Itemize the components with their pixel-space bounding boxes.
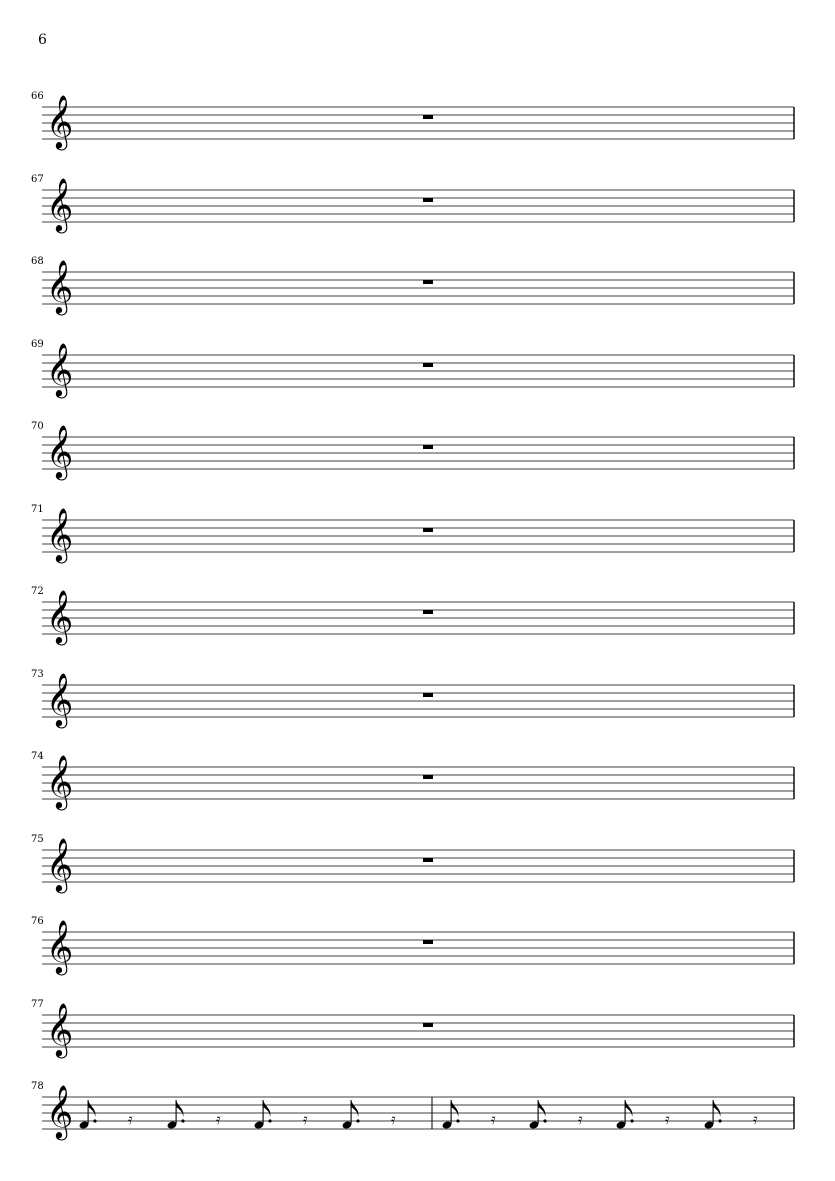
treble-clef-icon: 𝄞 xyxy=(46,1084,74,1138)
sixteenth-rest-icon: 𝄿 xyxy=(216,1110,221,1128)
dotted-eighth-note xyxy=(79,1100,97,1130)
sixteenth-rest-icon: 𝄿 xyxy=(665,1110,670,1128)
measure-number: 78 xyxy=(31,1081,44,1092)
whole-rest-icon xyxy=(423,445,433,449)
treble-clef-icon: 𝄞 xyxy=(46,672,74,726)
staff-system xyxy=(31,669,794,728)
staff-system xyxy=(31,1081,794,1140)
whole-rest-icon xyxy=(423,940,433,944)
treble-clef-icon: 𝄞 xyxy=(46,1002,74,1056)
flag xyxy=(88,1100,95,1117)
whole-rest-icon xyxy=(423,610,433,614)
dotted-eighth-note xyxy=(704,1100,722,1130)
staff-system xyxy=(31,999,794,1058)
augmentation-dot xyxy=(93,1119,96,1122)
treble-clef-icon: 𝄞 xyxy=(46,589,74,643)
treble-clef-icon: 𝄞 xyxy=(46,94,74,148)
dotted-eighth-note xyxy=(529,1100,547,1130)
staff-system xyxy=(31,421,794,480)
augmentation-dot xyxy=(718,1119,721,1122)
sixteenth-rest-icon: 𝄿 xyxy=(491,1110,496,1128)
treble-clef-icon: 𝄞 xyxy=(46,837,74,891)
flag xyxy=(713,1100,720,1117)
staff-system xyxy=(31,916,794,975)
dotted-eighth-note xyxy=(442,1100,460,1130)
flag xyxy=(625,1100,632,1117)
treble-clef-icon: 𝄞 xyxy=(46,754,74,808)
measure-number: 67 xyxy=(31,174,44,185)
whole-rest-icon xyxy=(423,528,433,532)
staff-system xyxy=(31,339,794,398)
measure-number: 71 xyxy=(31,504,44,515)
whole-rest-icon xyxy=(423,198,433,202)
measure-number: 68 xyxy=(31,256,44,267)
staff-system xyxy=(31,174,794,233)
treble-clef-icon: 𝄞 xyxy=(46,919,74,973)
staff-system xyxy=(31,751,794,810)
dotted-eighth-note xyxy=(342,1100,360,1130)
sixteenth-rest-icon: 𝄿 xyxy=(303,1110,308,1128)
measure-number: 75 xyxy=(31,834,44,845)
page-number: 6 xyxy=(38,32,47,48)
augmentation-dot xyxy=(356,1119,359,1122)
augmentation-dot xyxy=(456,1119,459,1122)
staff-system xyxy=(31,256,794,315)
measure-number: 77 xyxy=(31,999,44,1010)
sixteenth-rest-icon: 𝄿 xyxy=(753,1110,758,1128)
flag xyxy=(263,1100,270,1117)
staff-system xyxy=(31,586,794,645)
treble-clef-icon: 𝄞 xyxy=(46,507,74,561)
flag xyxy=(538,1100,545,1117)
whole-rest-icon xyxy=(423,280,433,284)
treble-clef-icon: 𝄞 xyxy=(46,177,74,231)
augmentation-dot xyxy=(543,1119,546,1122)
dotted-eighth-note xyxy=(167,1100,185,1130)
whole-rest-icon xyxy=(423,1023,433,1027)
measure-number: 69 xyxy=(31,339,44,350)
measure-number: 76 xyxy=(31,916,44,927)
whole-rest-icon xyxy=(423,693,433,697)
staff-system xyxy=(31,834,794,893)
staff-system xyxy=(31,504,794,563)
measure-number: 72 xyxy=(31,586,44,597)
augmentation-dot xyxy=(630,1119,633,1122)
sixteenth-rest-icon: 𝄿 xyxy=(128,1110,133,1128)
treble-clef-icon: 𝄞 xyxy=(46,259,74,313)
flag xyxy=(451,1100,458,1117)
measure-number: 66 xyxy=(31,91,44,102)
augmentation-dot xyxy=(181,1119,184,1122)
flag xyxy=(351,1100,358,1117)
whole-rest-icon xyxy=(423,858,433,862)
measure-number: 70 xyxy=(31,421,44,432)
whole-rest-icon xyxy=(423,775,433,779)
staff-system xyxy=(31,91,794,150)
treble-clef-icon: 𝄞 xyxy=(46,342,74,396)
whole-rest-icon xyxy=(423,115,433,119)
augmentation-dot xyxy=(268,1119,271,1122)
dotted-eighth-note xyxy=(616,1100,634,1130)
treble-clef-icon: 𝄞 xyxy=(46,424,74,478)
sixteenth-rest-icon: 𝄿 xyxy=(391,1110,396,1128)
measure-number: 73 xyxy=(31,669,44,680)
sixteenth-rest-icon: 𝄿 xyxy=(578,1110,583,1128)
dotted-eighth-note xyxy=(254,1100,272,1130)
flag xyxy=(176,1100,183,1117)
measure-number: 74 xyxy=(31,751,44,762)
whole-rest-icon xyxy=(423,363,433,367)
